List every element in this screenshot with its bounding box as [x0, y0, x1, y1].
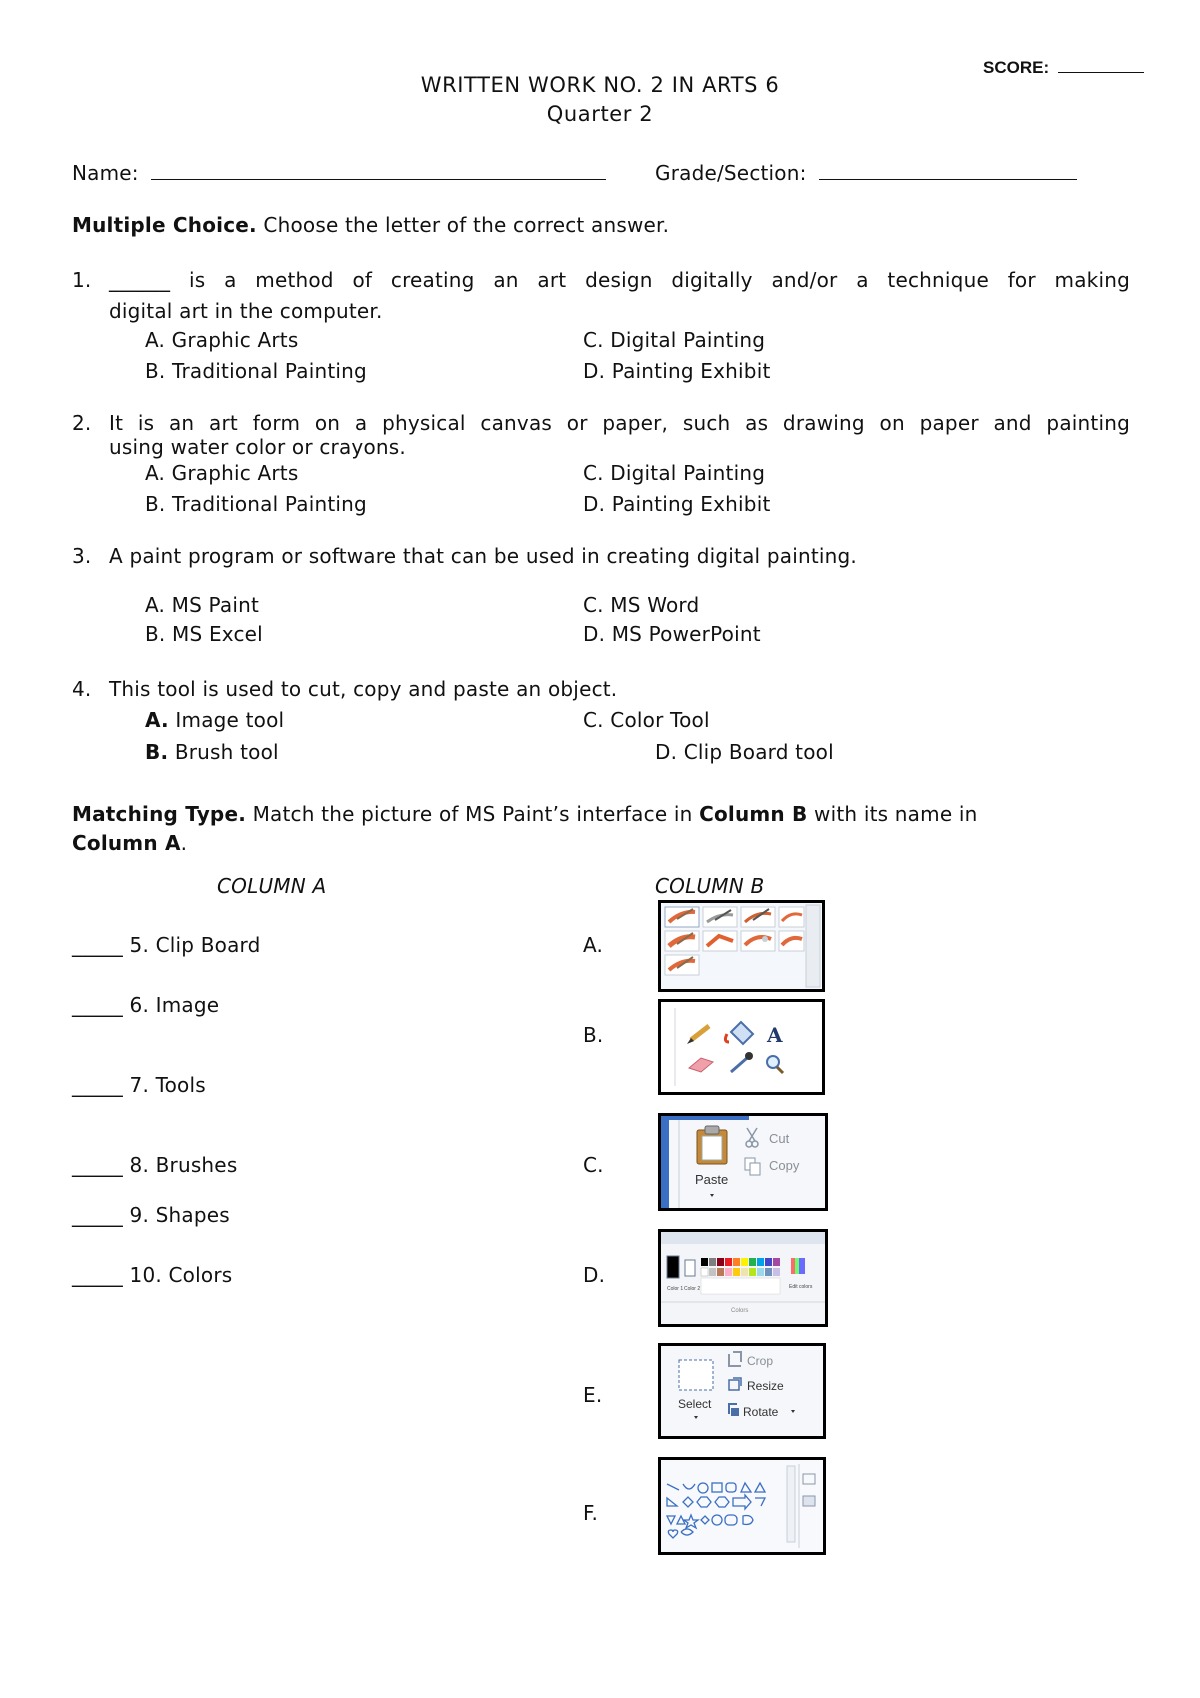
picture-a-brushes — [658, 900, 825, 992]
colors-group-label: Colors — [731, 1308, 749, 1314]
copy-label: Copy — [769, 1158, 800, 1173]
page-subtitle: Quarter 2 — [546, 102, 654, 126]
column-b-letter-b: B. — [583, 1023, 604, 1047]
q4-text: This tool is used to cut, copy and paste an object. — [109, 677, 618, 701]
q1-number: 1. — [72, 268, 92, 292]
color1-label: Color 1 — [667, 1286, 684, 1292]
q3-text: A paint program or software that can be used in creating digital painting. — [109, 544, 857, 568]
column-b-letter-f: F. — [583, 1501, 599, 1525]
picture-d-colors — [658, 1229, 828, 1327]
q2-number: 2. — [72, 411, 92, 435]
mc-instructions — [72, 213, 669, 237]
select-icon — [679, 1360, 713, 1390]
column-b-letter-c: C. — [583, 1153, 604, 1177]
q1-option-a[interactable]: A. Graphic Arts — [145, 328, 299, 352]
color2-swatch — [685, 1260, 695, 1276]
text-icon — [766, 1023, 783, 1047]
matching-instructions — [72, 802, 978, 826]
mc-heading: Multiple Choice. — [72, 213, 257, 237]
q1-option-c[interactable]: C. Digital Painting — [583, 328, 766, 352]
name-label: Name: — [72, 161, 139, 185]
q1-option-b[interactable]: B. Traditional Painting — [145, 359, 367, 383]
select-label: Select — [678, 1397, 712, 1411]
column-b-letter-a: A. — [583, 933, 604, 957]
q4-option-c[interactable]: C. Color Tool — [583, 708, 710, 732]
crop-label: Crop — [747, 1354, 774, 1368]
column-b-letter-d: D. — [583, 1263, 606, 1287]
name-row — [72, 161, 606, 185]
brush-icon — [665, 907, 699, 927]
q4-option-d[interactable]: D. Clip Board tool — [655, 740, 834, 764]
edit-colors-icon — [791, 1258, 805, 1274]
q4-number: 4. — [72, 677, 92, 701]
column-b-letter-e: E. — [583, 1383, 603, 1407]
q4-option-b[interactable] — [145, 740, 279, 764]
brush-icon — [779, 907, 804, 927]
paste-icon — [697, 1126, 727, 1164]
resize-label: Resize — [747, 1379, 784, 1393]
edit-colors-label: Edit colors — [789, 1284, 813, 1290]
grade-row — [655, 161, 1077, 185]
column-b-ref: Column B — [699, 802, 808, 826]
q4-option-a-text: Image tool — [175, 708, 285, 732]
column-a-title: COLUMN A — [217, 874, 327, 898]
q2-option-b[interactable]: B. Traditional Painting — [145, 492, 367, 516]
matching-instruction-a: Match the picture of MS Paint’s interface in — [252, 802, 693, 826]
picture-b-tools — [658, 999, 825, 1095]
cut-label: Cut — [769, 1131, 790, 1146]
column-b-title: COLUMN B — [655, 874, 765, 898]
picture-f-shapes — [658, 1457, 826, 1555]
color1-swatch — [667, 1256, 679, 1278]
color2-label: Color 2 — [684, 1286, 701, 1292]
matching-instruction-b: with its name in — [814, 802, 978, 826]
q2-option-a[interactable]: A. Graphic Arts — [145, 461, 299, 485]
score-label-text: SCORE: — [983, 58, 1050, 77]
name-blank[interactable] — [151, 179, 606, 180]
q1-option-d[interactable]: D. Painting Exhibit — [583, 359, 771, 383]
rotate-label: Rotate — [743, 1405, 779, 1419]
q1-text-line1: ______ is a method of creating an art design digitally and/or a technique for making — [109, 268, 1130, 292]
q4-option-b-text: Brush tool — [174, 740, 279, 764]
q4-option-b-letter: B. — [145, 740, 169, 764]
page-title: WRITTEN WORK NO. 2 IN ARTS 6 — [420, 73, 780, 97]
column-a-ref: Column A — [72, 831, 181, 855]
column-a-item-8[interactable]: _____ 8. Brushes — [72, 1153, 238, 1177]
q3-option-d[interactable]: D. MS PowerPoint — [583, 622, 761, 646]
mc-instruction: Choose the letter of the correct answer. — [263, 213, 670, 237]
matching-heading: Matching Type. — [72, 802, 247, 826]
brush-icon — [779, 931, 804, 951]
brush-icon — [665, 955, 699, 975]
column-a-item-5[interactable]: _____ 5. Clip Board — [72, 933, 261, 957]
svg-text:A: A — [767, 1023, 783, 1047]
grade-label: Grade/Section: — [655, 161, 807, 185]
picture-e-image — [658, 1343, 826, 1439]
q2-text-line1: It is an art form on a physical canvas or paper, such as drawing on paper and painting — [109, 411, 1130, 435]
q2-option-c[interactable]: C. Digital Painting — [583, 461, 766, 485]
q3-option-c[interactable]: C. MS Word — [583, 593, 700, 617]
q1-text-line2: digital art in the computer. — [109, 299, 383, 323]
q4-option-a[interactable] — [145, 708, 284, 732]
q4-option-a-letter: A. — [145, 708, 169, 732]
q3-number: 3. — [72, 544, 92, 568]
brush-icon — [741, 907, 775, 927]
picture-c-clipboard — [658, 1113, 828, 1211]
brush-icon — [741, 931, 775, 951]
column-a-item-6[interactable]: _____ 6. Image — [72, 993, 220, 1017]
grade-blank[interactable] — [819, 179, 1077, 180]
q2-text-line2: using water color or crayons. — [109, 435, 406, 459]
q3-option-b[interactable]: B. MS Excel — [145, 622, 263, 646]
q3-option-a[interactable]: A. MS Paint — [145, 593, 260, 617]
matching-period: . — [180, 831, 188, 855]
column-a-item-10[interactable]: _____ 10. Colors — [72, 1263, 233, 1287]
brush-icon — [665, 931, 699, 951]
paste-label: Paste — [695, 1172, 729, 1187]
q2-option-d[interactable]: D. Painting Exhibit — [583, 492, 771, 516]
brush-icon — [703, 931, 737, 951]
column-a-item-9[interactable]: _____ 9. Shapes — [72, 1203, 230, 1227]
matching-instructions-line2 — [72, 831, 187, 855]
column-a-item-7[interactable]: _____ 7. Tools — [72, 1073, 206, 1097]
brush-icon — [703, 907, 737, 927]
